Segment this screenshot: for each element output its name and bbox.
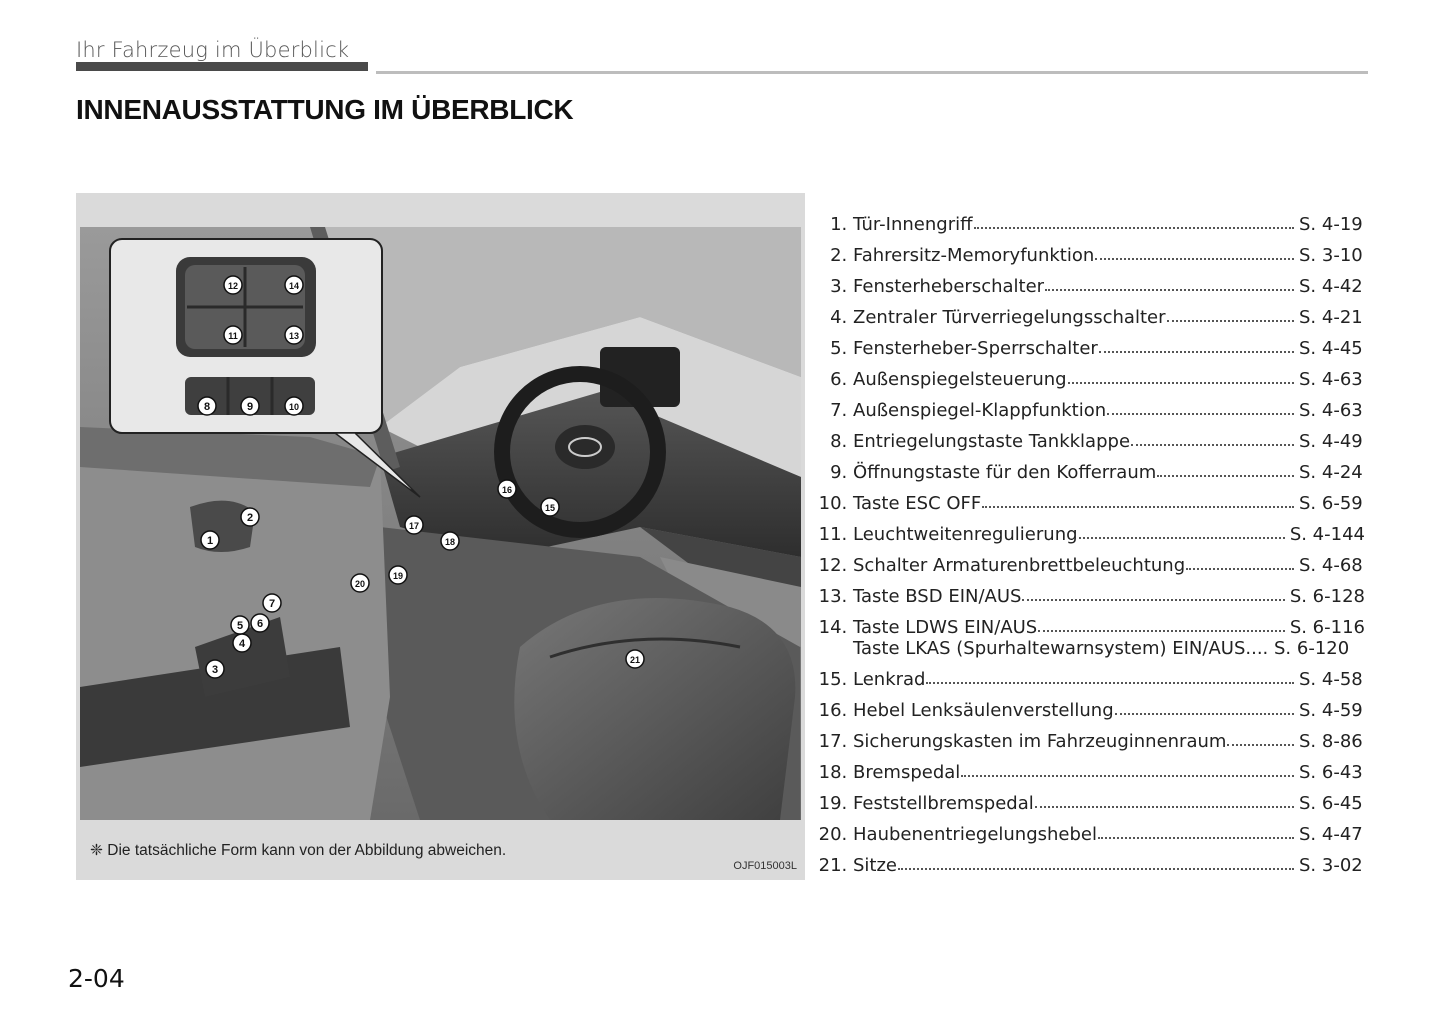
item-label: Lenkrad [853, 669, 926, 690]
leader-dots [1186, 568, 1294, 570]
svg-text:8: 8 [203, 401, 211, 413]
list-item [813, 555, 1365, 586]
item-page-ref: S. 4-49 [1299, 431, 1363, 452]
callout-7 [263, 594, 281, 612]
item-page-ref: S. 4-144 [1289, 524, 1365, 545]
item-number: 17. [818, 731, 853, 752]
leader-dots [974, 227, 1294, 229]
callout-20 [351, 574, 369, 592]
callout-11 [224, 326, 242, 344]
item-number: 12. [818, 555, 853, 576]
leader-dots [1098, 837, 1294, 839]
item-label: Öffnungstaste für den Kofferraum [853, 462, 1157, 483]
leader-dots [1157, 475, 1294, 477]
item-number: 10. [818, 493, 853, 514]
item-number: 1. [830, 214, 853, 235]
leader-dots [1035, 806, 1294, 808]
leader-dots [982, 506, 1294, 508]
item-label: Feststellbremspedal [853, 793, 1034, 814]
svg-text:13: 13 [288, 331, 300, 341]
item-label: Tür-Innengriff [853, 214, 973, 235]
item-page-ref: S. 6-59 [1299, 493, 1363, 514]
item-page-ref: S. 4-63 [1299, 400, 1363, 421]
item-page-ref: S. 6-45 [1299, 793, 1363, 814]
callout-4 [233, 634, 251, 652]
callout-14 [285, 276, 303, 294]
item-page-ref: S. 3-02 [1299, 855, 1363, 876]
list-item [813, 214, 1365, 245]
item-label: Außenspiegelsteuerung [853, 369, 1067, 390]
item-page-ref: S. 6-128 [1289, 586, 1365, 607]
item-number: 9. [830, 462, 853, 483]
item-page-ref: S. 4-59 [1299, 700, 1363, 721]
svg-text:14: 14 [288, 281, 300, 291]
item-number: 3. [830, 276, 853, 297]
list-item [813, 400, 1365, 431]
item-label: Schalter Armaturenbrettbeleuchtung [853, 555, 1186, 576]
leader-dots [1068, 382, 1294, 384]
svg-text:1: 1 [206, 535, 214, 547]
item-page-ref: S. 4-45 [1299, 338, 1363, 359]
item-label: Außenspiegel-Klappfunktion [853, 400, 1107, 421]
list-item [813, 824, 1365, 855]
item-number: 13. [818, 586, 853, 607]
item-page-ref: S. 6-43 [1299, 762, 1363, 783]
figure-code: OJF015003L [733, 860, 797, 872]
item-number: 14. [818, 617, 853, 638]
list-item [813, 731, 1365, 762]
item-label: Bremspedal [853, 762, 961, 783]
callout-2 [241, 508, 259, 526]
callout-3 [206, 660, 224, 678]
svg-text:16: 16 [501, 485, 513, 495]
svg-text:19: 19 [392, 571, 404, 581]
header-rule-light [376, 71, 1368, 74]
callout-21 [626, 650, 644, 668]
item-number: 18. [818, 762, 853, 783]
callout-10 [285, 397, 303, 415]
callout-18 [441, 532, 459, 550]
callout-9 [241, 397, 259, 415]
item-number: 8. [830, 431, 853, 452]
page-number: 2-04 [68, 964, 125, 993]
leader-dots [1022, 599, 1284, 601]
svg-text:2: 2 [246, 512, 254, 524]
item-number: 11. [818, 524, 853, 545]
callout-16 [498, 480, 516, 498]
item-number: 2. [830, 245, 853, 266]
leader-dots [1167, 320, 1295, 322]
list-item [813, 338, 1365, 369]
header-rule-dark [76, 62, 368, 71]
item-number: 7. [830, 400, 853, 421]
callout-6 [251, 614, 269, 632]
item-label: Haubenentriegelungshebel [853, 824, 1098, 845]
figure-caption: ❈ Die tatsächliche Form kann von der Abbildung abweichen. [90, 842, 507, 859]
leader-dots [1107, 413, 1294, 415]
svg-text:6: 6 [256, 618, 264, 630]
svg-text:21: 21 [629, 655, 641, 665]
list-item [813, 369, 1365, 400]
item-label: Taste ESC OFF [853, 493, 982, 514]
item-number: 6. [830, 369, 853, 390]
list-item [813, 431, 1365, 462]
item-page-ref: S. 4-63 [1299, 369, 1363, 390]
item-label: Fensterheberschalter [853, 276, 1045, 297]
leader-dots [1095, 258, 1294, 260]
interior-illustration [76, 193, 805, 880]
svg-text:5: 5 [236, 620, 244, 632]
item-label: Entriegelungstaste Tankklappe [853, 431, 1131, 452]
item-sub-label: Taste LKAS (Spurhaltewarnsystem) EIN/AUS.... [853, 638, 1269, 659]
list-item [813, 524, 1365, 555]
callout-13 [285, 326, 303, 344]
item-number: 5. [830, 338, 853, 359]
svg-text:9: 9 [246, 401, 254, 413]
item-page-ref: S. 6-116 [1289, 617, 1365, 638]
item-label: Fensterheber-Sperrschalter [853, 338, 1098, 359]
svg-text:15: 15 [544, 503, 556, 513]
page-title: INNENAUSSTATTUNG IM ÜBERBLICK [76, 94, 574, 125]
item-page-ref: S. 8-86 [1299, 731, 1363, 752]
svg-text:7: 7 [268, 598, 276, 610]
callout-19 [389, 566, 407, 584]
item-label: Sitze [853, 855, 898, 876]
item-sub-page-ref: S. 6-120 [1274, 638, 1350, 659]
item-label: Taste LDWS EIN/AUS [853, 617, 1038, 638]
item-label: Zentraler Türverriegelungsschalter [853, 307, 1166, 328]
item-page-ref: S. 4-19 [1299, 214, 1363, 235]
leader-dots [1131, 444, 1294, 446]
list-item [813, 493, 1365, 524]
item-number: 15. [818, 669, 853, 690]
svg-text:3: 3 [211, 664, 219, 676]
list-item [813, 462, 1365, 493]
item-page-ref: S. 4-47 [1299, 824, 1363, 845]
item-page-ref: S. 3-10 [1299, 245, 1363, 266]
list-item [813, 669, 1365, 700]
leader-dots [1045, 289, 1294, 291]
callout-5 [231, 616, 249, 634]
leader-dots [961, 775, 1294, 777]
leader-dots [926, 682, 1294, 684]
list-item [813, 617, 1365, 669]
list-item [813, 762, 1365, 793]
item-number: 20. [818, 824, 853, 845]
item-number: 16. [818, 700, 853, 721]
car-interior-drawing [80, 227, 801, 820]
list-item [813, 586, 1365, 617]
driver-seat [514, 598, 795, 820]
svg-text:4: 4 [238, 638, 246, 650]
item-page-ref: S. 4-42 [1299, 276, 1363, 297]
section-header: Ihr Fahrzeug im Überblick [76, 38, 350, 62]
list-item [813, 276, 1365, 307]
leader-dots [898, 868, 1294, 870]
leader-dots [1099, 351, 1294, 353]
svg-text:20: 20 [354, 579, 366, 589]
parts-list [813, 214, 1365, 886]
callout-1 [201, 531, 219, 549]
list-item [813, 700, 1365, 731]
svg-text:17: 17 [408, 521, 420, 531]
item-label: Hebel Lenksäulenverstellung [853, 700, 1114, 721]
item-label: Leuchtweitenregulierung [853, 524, 1078, 545]
item-page-ref: S. 4-68 [1299, 555, 1363, 576]
item-label: Sicherungskasten im Fahrzeuginnenraum [853, 731, 1227, 752]
item-label: Fahrersitz-Memoryfunktion [853, 245, 1095, 266]
list-item [813, 245, 1365, 276]
leader-dots [1227, 744, 1294, 746]
callout-15 [541, 498, 559, 516]
item-number: 21. [818, 855, 853, 876]
item-page-ref: S. 4-21 [1299, 307, 1363, 328]
svg-text:11: 11 [228, 331, 238, 341]
item-label: Taste BSD EIN/AUS [853, 586, 1022, 607]
svg-text:10: 10 [288, 402, 300, 412]
list-item [813, 793, 1365, 824]
item-number: 4. [830, 307, 853, 328]
svg-text:12: 12 [227, 281, 239, 291]
callout-17 [405, 516, 423, 534]
item-page-ref: S. 4-24 [1299, 462, 1363, 483]
callout-8 [198, 397, 216, 415]
svg-text:18: 18 [444, 537, 456, 547]
leader-dots [1115, 713, 1294, 715]
leader-dots [1038, 630, 1285, 632]
item-page-ref: S. 4-58 [1299, 669, 1363, 690]
leader-dots [1079, 537, 1285, 539]
list-item [813, 855, 1365, 886]
list-item [813, 307, 1365, 338]
item-number: 19. [818, 793, 853, 814]
callout-12 [224, 276, 242, 294]
